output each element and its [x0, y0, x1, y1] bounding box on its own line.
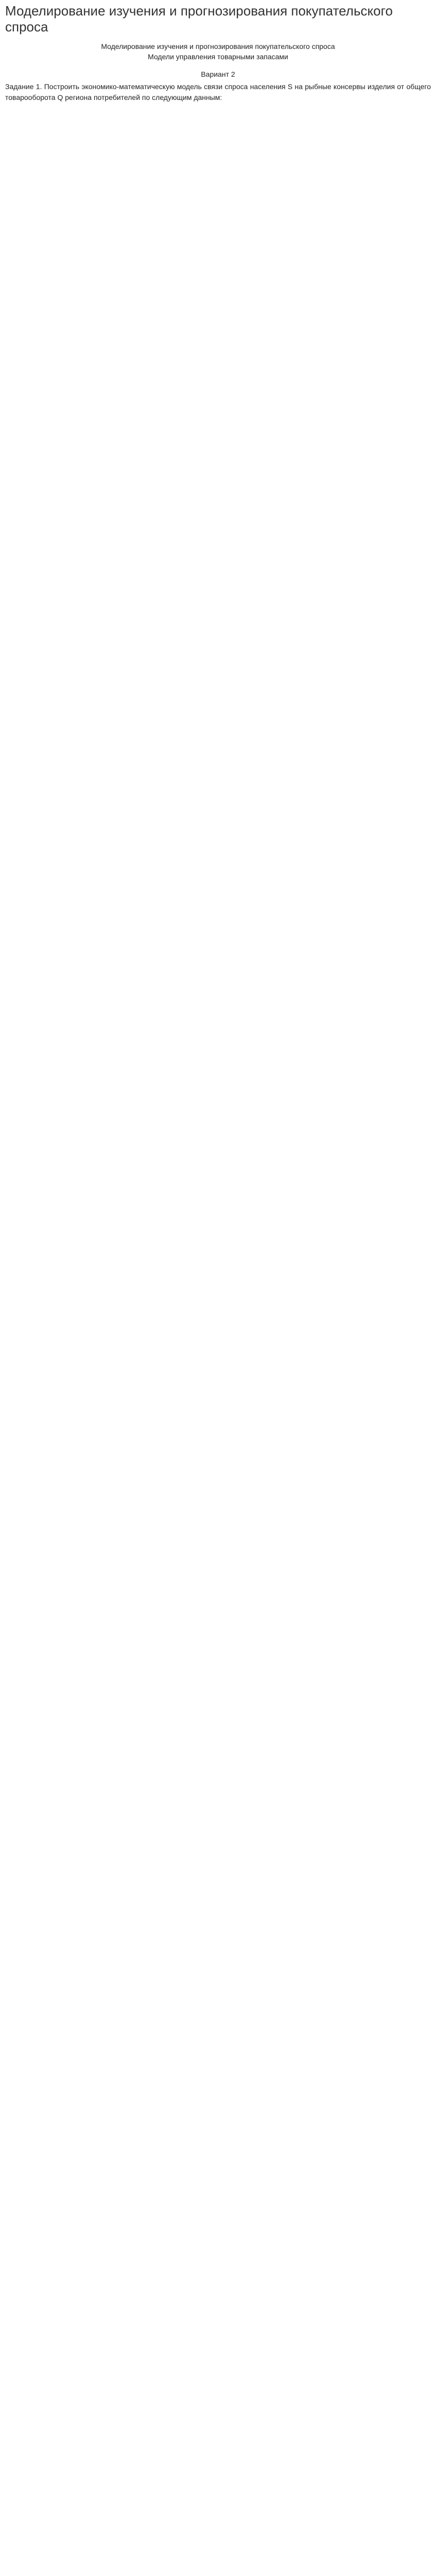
document-subtitle-2: Модели управления товарными запасами: [148, 53, 288, 61]
document-page: [0, 0, 436, 116]
task-1-text: Задание 1. Построить экономико-математическую модель связи спроса населения S на рыбные консервы изделия от общего товарооборота Q региона потребителей по следующим данным:: [5, 82, 431, 101]
document-subtitle: Моделирование изучения и прогнозирования покупательского спроса: [101, 42, 335, 51]
variant-heading: Вариант 2: [201, 70, 235, 79]
document-title: Моделирование изучения и прогнозирования покупательского спроса: [5, 3, 393, 35]
